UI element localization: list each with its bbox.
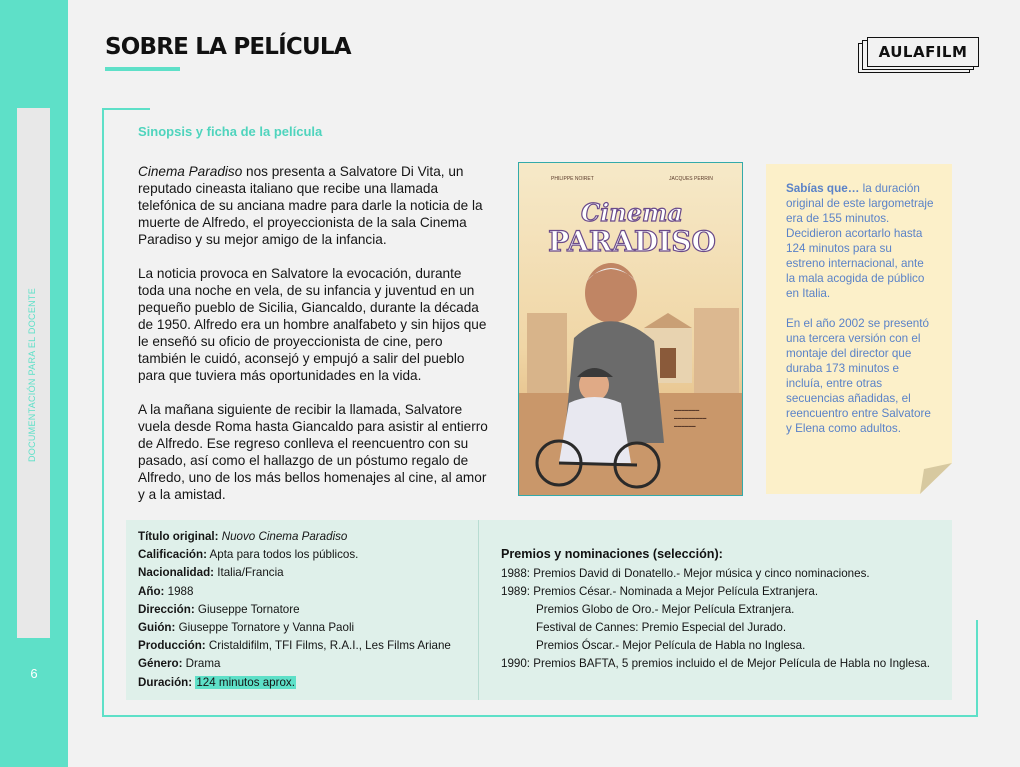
synopsis-paragraph-3: A la mañana siguiente de recibir la llamada, Salvatore vuela desde Roma hasta Giancaldo para asistir al entierro de Alfredo. Ese regreso conlleva el reencuentro con su pasado, así como el hallazgo de un póstumo regalo de Alfredo, uno de los más bellos homenajes al cine, al amor y a la amistad. [138,402,488,502]
fact-label: Dirección: [138,602,195,616]
fact-label: Producción: [138,639,206,653]
svg-text:▬▬▬▬▬▬▬▬▬: ▬▬▬▬▬▬▬▬▬ [674,416,707,420]
note-paragraph-1-text: la duración original de este largometraje era de 155 minutos. Decidieron acortarlo hasta 124 minutos para su estreno internacional, ante la mala acogida de público en Italia. [786,182,934,300]
fact-row-director [138,601,451,619]
award-line: 1989: Premios César.- Nominada a Mejor Película Extranjera. [501,585,819,598]
fact-sheet [138,528,451,692]
fact-label: Género: [138,657,183,671]
film-title-italic: Cinema Paradiso [138,164,243,179]
awards-title: Premios y nominaciones (selección): [501,547,723,561]
logo-text: AULAFILM [867,37,979,67]
fact-row-original-title [138,528,451,546]
movie-poster-image [519,163,743,496]
fact-row-production [138,637,451,655]
section-title: Sinopsis y ficha de la película [138,124,323,139]
frame-bottom-line [102,715,978,717]
poster-title-line-2: PARADISO [548,225,716,258]
svg-text:▬▬▬▬▬▬▬: ▬▬▬▬▬▬▬ [674,408,700,412]
note-lead: Sabías que… [786,182,860,195]
fact-label: Año: [138,584,165,598]
award-line: Premios Globo de Oro.- Mejor Película Extranjera. [536,603,795,616]
fact-value: 1988 [164,584,194,598]
synopsis-text [138,163,490,519]
did-you-know-text [786,181,934,451]
page-number: 6 [30,666,38,681]
fact-label: Nacionalidad: [138,566,215,580]
fact-row-nationality [138,564,451,582]
fact-value: Giuseppe Tornatore y Vanna Paoli [175,621,355,635]
fact-value: Giuseppe Tornatore [194,602,300,616]
synopsis-paragraph-1-text: nos presenta a Salvatore Di Vita, un reputado cineasta italiano que recibe una llamada telefónica de su anciana madre para darle la noticia de la muerte de Alfredo, el proyeccionista de la sala Cinema Paradiso y su mejor amigo de la infancia. [138,164,483,247]
note-paragraph-2: En el año 2002 se presentó una tercera versión con el montaje del director que duraba 173 minutos e incluía, entre otras secuencias añadidas, el reencuentro entre Salvatore y Elena como adultos. [786,317,931,435]
title-underline [105,67,180,71]
fact-value: Cristaldifilm, TFI Films, R.A.I., Les Films Ariane [205,639,451,653]
poster-actor-left: PHILIPPE NOIRET [551,176,594,182]
fact-value: Italia/Francia [214,566,284,580]
synopsis-paragraph-2: La noticia provoca en Salvatore la evocación, durante toda una noche en vela, de su infancia y juventud en un pequeño pueblo de Sicilia, Giancaldo, durante la década de 1950. Alfredo era un hombre analfabeto y sin hijos que le enseñó su oficio de proyeccionista de cine, pero también le cuidó, aconsejó y empujó a salir del pueblo para que tuviera más oportunidades en la vida. [138,266,487,383]
fact-value: Nuovo Cinema Paradiso [218,530,348,543]
fact-value-highlighted: 124 minutos aprox. [196,675,295,689]
award-line: Festival de Cannes: Premio Especial del Jurado. [536,621,787,634]
note-paragraph-1 [786,181,934,301]
fact-label: Duración: [138,675,193,689]
aulafilm-logo [858,37,982,75]
fact-value: Apta para todos los públicos. [206,548,359,562]
sidebar [0,0,68,767]
award-line: 1988: Premios David di Donatello.- Mejor música y cinco nominaciones. [501,567,870,580]
frame-left-line [102,108,104,717]
fact-value: Drama [182,657,221,671]
poster-actor-right: JACQUES PERRIN [669,176,713,182]
fact-row-year [138,583,451,601]
frame-top-line [103,108,150,110]
fact-row-genre [138,655,451,673]
fact-row-duration [138,674,451,692]
frame-right-line [976,620,978,717]
fact-label: Guión: [138,621,176,635]
awards-list [501,565,930,673]
synopsis-paragraph-1 [138,163,490,248]
note-folded-corner [920,463,952,494]
fact-label: Calificación: [138,548,207,562]
movie-poster [518,162,743,496]
award-line: 1990: Premios BAFTA, 5 premios incluido el de Mejor Película de Habla no Inglesa. [501,657,930,670]
award-line: Premios Óscar.- Mejor Película de Habla no Inglesa. [536,639,806,652]
poster-title-line-1: Cinema [581,198,683,227]
sidebar-vertical-label: DOCUMENTACIÓN PARA EL DOCENTE [27,287,37,463]
page-title: SOBRE LA PELÍCULA [105,34,351,60]
fact-row-rating [138,546,451,564]
fact-row-screenplay [138,619,451,637]
facts-divider [478,520,479,700]
svg-text:▬▬▬▬▬▬: ▬▬▬▬▬▬ [674,424,696,428]
fact-label: Título original: [138,530,219,543]
